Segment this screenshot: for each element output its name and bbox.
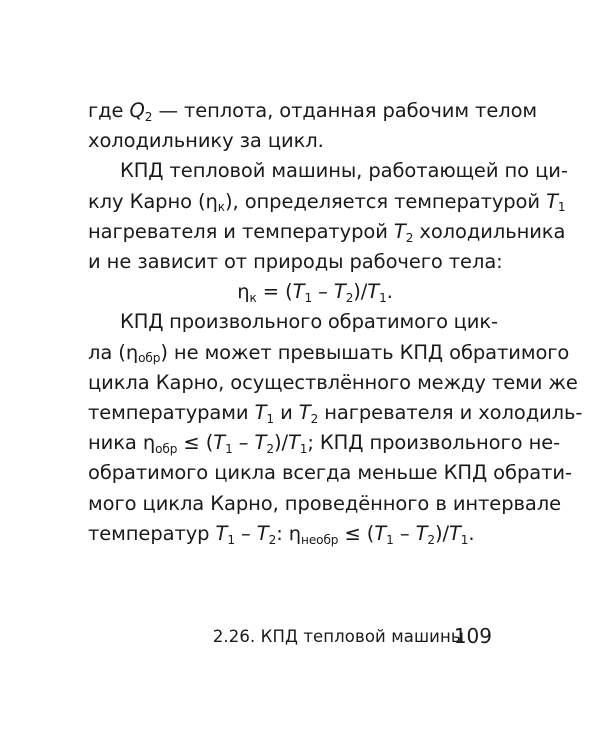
- text-line: холодильнику за цикл.: [88, 129, 324, 153]
- page-footer: [0, 624, 600, 648]
- formula: $\eta_к = (T_1 - T_2)/T_1$.: [237, 280, 393, 306]
- text-line: цикла Карно, осуществлённого между теми же: [88, 370, 578, 394]
- page-number: 109: [453, 624, 492, 648]
- text-line: где $Q_2$ — теплота, отданная рабочим телом: [88, 99, 538, 124]
- text-line: клу Карно $(\eta_к)$, определяется температурой $T_1$: [88, 189, 566, 215]
- text-line: КПД тепловой машины, работающей по ци-: [120, 159, 568, 183]
- text-line: нагревателя и температурой $T_2$ холодильника: [88, 219, 566, 245]
- text-line: и не зависит от природы рабочего тела:: [88, 250, 503, 274]
- text-line: мого цикла Карно, проведённого в интервале: [88, 491, 561, 515]
- running-head: 2.26. КПД тепловой машины: [212, 627, 464, 646]
- text-line: КПД произвольного обратимого цик-: [120, 310, 498, 334]
- text-line: ла $(\eta_{обр})$ не может превышать КПД обратимого: [88, 340, 570, 366]
- text-line: обратимого цикла всегда меньше КПД обрати-: [88, 461, 572, 485]
- text-line: температурами $T_1$ и $T_2$ нагревателя и холодиль-: [88, 401, 583, 426]
- body-text: [88, 96, 583, 549]
- text-line: температур $T_1 - T_2$: $\eta_{необр} \le (T_1 - T_2)/T_1$.: [88, 521, 475, 547]
- text-line: ника $\eta_{обр} \le (T_1 - T_2)/T_1$; КПД произвольного не-: [88, 431, 561, 457]
